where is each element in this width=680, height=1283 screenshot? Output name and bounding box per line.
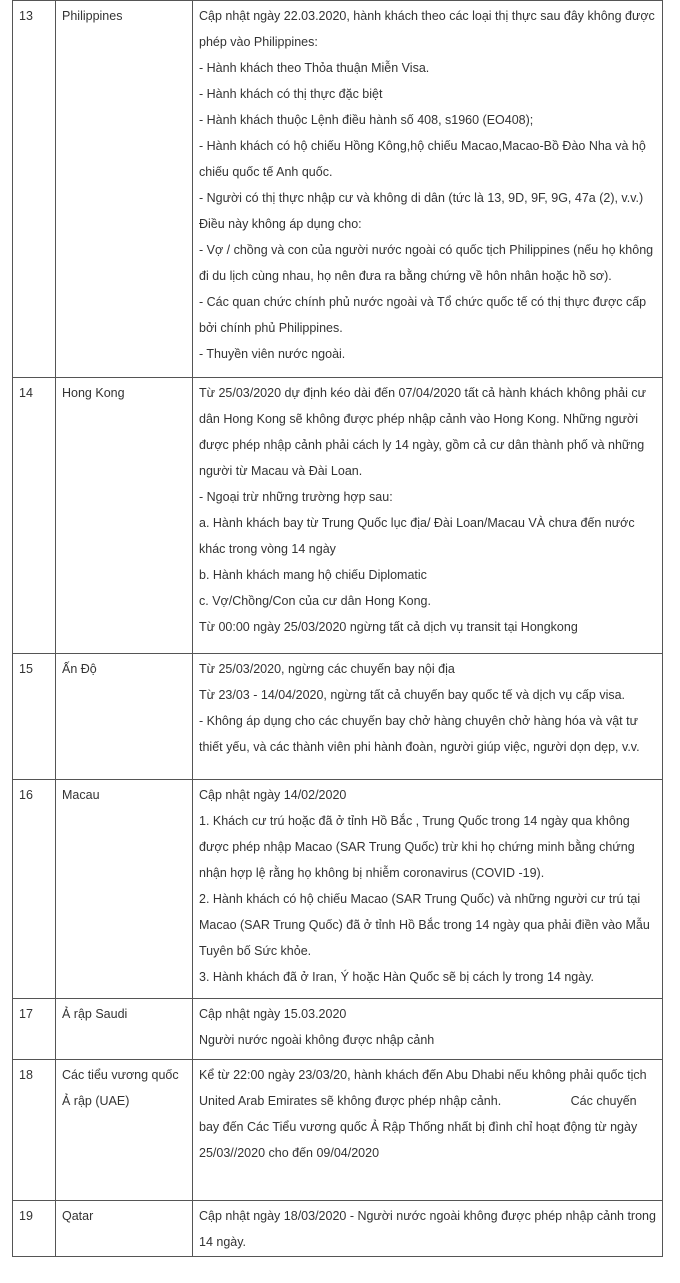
country-name: Macau (56, 780, 193, 999)
country-name: Philippines (56, 1, 193, 378)
table-row (13, 1060, 663, 1201)
row-number: 14 (13, 378, 56, 654)
restriction-details (193, 1060, 663, 1201)
detail-line: Kể từ 22:00 ngày 23/03/20, hành khách đến Abu Dhabi nếu không phải quốc tịch United Arab Emirates sẽ không được phép nhập cảnh. Các chuyến bay đến Các Tiểu vương quốc Ả Rập Thống nhất bị đình chỉ hoạt động từ ngày 25/03//2020 cho đến 09/04/2020 (199, 1068, 651, 1160)
detail-line: - Không áp dụng cho các chuyến bay chở hàng chuyên chở hàng hóa và vật tư thiết yếu, và các thành viên phi hành đoàn, người giúp việc, người dọn dẹp, v.v. (199, 714, 640, 754)
detail-line: Cập nhật ngày 22.03.2020, hành khách theo các loại thị thực sau đây không được phép vào Philippines: (199, 9, 655, 49)
table-row (13, 780, 663, 999)
table-row (13, 999, 663, 1060)
table-row (13, 1, 663, 378)
restriction-details (193, 654, 663, 780)
detail-line: - Các quan chức chính phủ nước ngoài và Tổ chức quốc tế có thị thực được cấp bởi chính phủ Philippines. (199, 295, 647, 335)
detail-line: - Hành khách theo Thỏa thuận Miễn Visa. (199, 61, 430, 75)
restriction-details (193, 780, 663, 999)
country-name: Qatar (56, 1201, 193, 1257)
detail-line: - Hành khách thuộc Lệnh điều hành số 408, s1960 (EO408); (199, 113, 534, 127)
detail-line: Cập nhật ngày 18/03/2020 - Người nước ngoài không được phép nhập cảnh trong 14 ngày. (199, 1209, 656, 1249)
detail-line: - Hành khách có hộ chiếu Hồng Kông,hộ chiếu Macao,Macao-Bồ Đào Nha và hộ chiếu quốc tế Anh quốc. (199, 139, 646, 179)
row-number: 17 (13, 999, 56, 1060)
country-name: Hong Kong (56, 378, 193, 654)
country-name: Ấn Độ (56, 654, 193, 780)
detail-line: Cập nhật ngày 15.03.2020 (199, 1007, 347, 1021)
detail-line: 2. Hành khách có hộ chiếu Macao (SAR Trung Quốc) và những người cư trú tại Macao (SAR Trung Quốc) đã ở tỉnh Hồ Bắc trong 14 ngày qua phải điền vào Mẫu Tuyên bố Sức khỏe. (199, 892, 650, 958)
detail-line: Điều này không áp dụng cho: (199, 217, 362, 231)
detail-line: Từ 25/03/2020, ngừng các chuyến bay nội địa (199, 662, 455, 676)
detail-line: b. Hành khách mang hộ chiếu Diplomatic (199, 568, 427, 582)
detail-line: Người nước ngoài không được nhập cảnh (199, 1033, 435, 1047)
detail-line: 1. Khách cư trú hoặc đã ở tỉnh Hồ Bắc , Trung Quốc trong 14 ngày qua không được phép nhập Macao (SAR Trung Quốc) trừ khi họ chứng minh bằng chứng nhận hợp lệ rằng họ không bị nhiễm coronavirus (COVID -19). (199, 814, 635, 880)
restriction-details (193, 999, 663, 1060)
table-row (13, 1201, 663, 1257)
detail-line: Từ 25/03/2020 dự định kéo dài đến 07/04/2020 tất cả hành khách không phải cư dân Hong Kong sẽ không được phép nhập cảnh vào Hong Kong. Những người được phép nhập cảnh phải cách ly 14 ngày, gồm cả cư dân thành phố và những người từ Macau và Đài Loan. (199, 386, 646, 478)
detail-line: - Ngoại trừ những trường hợp sau: (199, 490, 393, 504)
row-number: 19 (13, 1201, 56, 1257)
table-row (13, 378, 663, 654)
restriction-details (193, 378, 663, 654)
row-number: 15 (13, 654, 56, 780)
detail-line: - Thuyền viên nước ngoài. (199, 347, 346, 361)
entry-restrictions-table (12, 0, 663, 1257)
detail-line: a. Hành khách bay từ Trung Quốc lục địa/ Đài Loan/Macau VÀ chưa đến nước khác trong vòng 14 ngày (199, 516, 635, 556)
row-number: 18 (13, 1060, 56, 1201)
row-number: 13 (13, 1, 56, 378)
detail-line: Từ 23/03 - 14/04/2020, ngừng tất cả chuyến bay quốc tế và dịch vụ cấp visa. (199, 688, 626, 702)
detail-line: - Hành khách có thị thực đặc biệt (199, 87, 383, 101)
detail-line: 3. Hành khách đã ở Iran, Ý hoặc Hàn Quốc sẽ bị cách ly trong 14 ngày. (199, 970, 595, 984)
detail-line: - Vợ / chồng và con của người nước ngoài có quốc tịch Philippines (nếu họ không đi du lịch cùng nhau, họ nên đưa ra bằng chứng về hôn nhân hoặc hồ sơ). (199, 243, 654, 283)
country-name: Các tiểu vương quốc Ả rập (UAE) (56, 1060, 193, 1201)
table-row (13, 654, 663, 780)
detail-line: - Người có thị thực nhập cư và không di dân (tức là 13, 9D, 9F, 9G, 47a (2), v.v.) (199, 191, 644, 205)
detail-line: Từ 00:00 ngày 25/03/2020 ngừng tất cả dịch vụ transit tại Hongkong (199, 620, 578, 634)
country-name: Ả rập Saudi (56, 999, 193, 1060)
restriction-details (193, 1201, 663, 1257)
restriction-details (193, 1, 663, 378)
detail-line: c. Vợ/Chồng/Con của cư dân Hong Kong. (199, 594, 431, 608)
row-number: 16 (13, 780, 56, 999)
detail-line: Cập nhật ngày 14/02/2020 (199, 788, 347, 802)
